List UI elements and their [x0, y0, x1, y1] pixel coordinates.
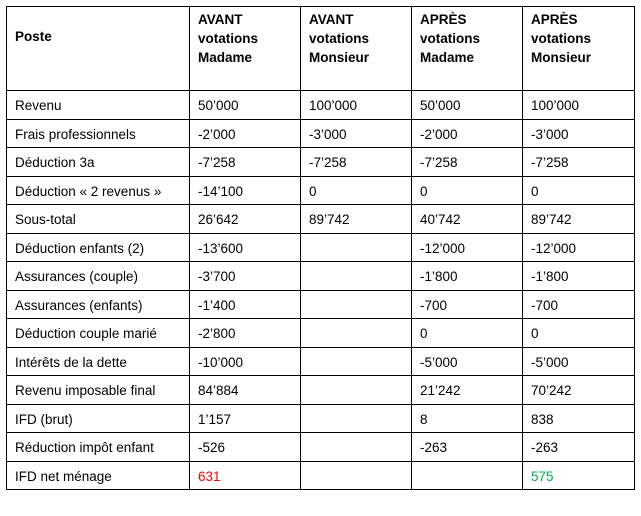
cell-apres-madame: 0	[412, 176, 523, 205]
row-label: Revenu imposable final	[7, 376, 190, 405]
cell-apres-monsieur: 100’000	[523, 91, 635, 120]
cell-apres-madame: 8	[412, 404, 523, 433]
row-label: Assurances (enfants)	[7, 290, 190, 319]
cell-avant-monsieur	[301, 233, 412, 262]
cell-avant-madame: -7’258	[190, 148, 301, 177]
cell-apres-madame	[412, 461, 523, 490]
table-row	[7, 347, 635, 376]
tax-comparison-table-container	[6, 6, 635, 490]
cell-avant-monsieur	[301, 290, 412, 319]
cell-avant-monsieur: -3’000	[301, 119, 412, 148]
cell-avant-madame: -1’400	[190, 290, 301, 319]
header-apres-madame	[412, 7, 523, 91]
table-row	[7, 176, 635, 205]
row-label: Déduction « 2 revenus »	[7, 176, 190, 205]
table-row	[7, 91, 635, 120]
cell-apres-madame: -263	[412, 433, 523, 462]
cell-avant-monsieur	[301, 433, 412, 462]
cell-apres-monsieur: -263	[523, 433, 635, 462]
cell-apres-monsieur: -5’000	[523, 347, 635, 376]
cell-apres-monsieur: 838	[523, 404, 635, 433]
cell-avant-madame-total: 631	[190, 461, 301, 490]
header-line: votations	[420, 31, 481, 46]
cell-apres-madame: -5’000	[412, 347, 523, 376]
cell-avant-monsieur	[301, 262, 412, 291]
row-label: IFD (brut)	[7, 404, 190, 433]
row-label: Déduction 3a	[7, 148, 190, 177]
cell-apres-madame: -2’000	[412, 119, 523, 148]
cell-avant-madame: 50’000	[190, 91, 301, 120]
cell-apres-madame: -1’800	[412, 262, 523, 291]
cell-apres-madame: 40’742	[412, 205, 523, 234]
header-line: Monsieur	[309, 50, 370, 65]
cell-apres-madame: -12’000	[412, 233, 523, 262]
cell-avant-madame: 84’884	[190, 376, 301, 405]
cell-apres-madame: -7’258	[412, 148, 523, 177]
tax-comparison-table	[6, 6, 635, 490]
row-label: Revenu	[7, 91, 190, 120]
cell-avant-monsieur	[301, 376, 412, 405]
cell-apres-monsieur: -12’000	[523, 233, 635, 262]
table-row	[7, 319, 635, 348]
table-row	[7, 205, 635, 234]
row-label: Réduction impôt enfant	[7, 433, 190, 462]
cell-apres-monsieur: -7’258	[523, 148, 635, 177]
table-row	[7, 376, 635, 405]
cell-avant-monsieur: 100’000	[301, 91, 412, 120]
header-avant-madame	[190, 7, 301, 91]
cell-avant-monsieur: 0	[301, 176, 412, 205]
header-line: APRÈS	[420, 12, 467, 27]
header-line: AVANT	[309, 12, 354, 27]
row-label: Intérêts de la dette	[7, 347, 190, 376]
row-label: IFD net ménage	[7, 461, 190, 490]
cell-avant-madame: -13’600	[190, 233, 301, 262]
cell-avant-monsieur	[301, 319, 412, 348]
cell-apres-monsieur: 89’742	[523, 205, 635, 234]
header-line: AVANT	[198, 12, 243, 27]
table-header-row	[7, 7, 635, 91]
cell-avant-madame: -2’800	[190, 319, 301, 348]
cell-avant-madame: 1’157	[190, 404, 301, 433]
table-row	[7, 148, 635, 177]
cell-apres-madame: 50’000	[412, 91, 523, 120]
cell-apres-madame: 21’242	[412, 376, 523, 405]
table-row	[7, 233, 635, 262]
header-line: Madame	[198, 50, 253, 65]
table-row-total	[7, 461, 635, 490]
cell-apres-monsieur: -3’000	[523, 119, 635, 148]
cell-avant-madame: -14’100	[190, 176, 301, 205]
cell-apres-monsieur: 70’242	[523, 376, 635, 405]
cell-apres-monsieur: 0	[523, 319, 635, 348]
header-line: votations	[531, 31, 592, 46]
cell-apres-madame: -700	[412, 290, 523, 319]
cell-apres-monsieur: -700	[523, 290, 635, 319]
cell-avant-monsieur: 89’742	[301, 205, 412, 234]
cell-avant-monsieur	[301, 347, 412, 376]
header-line: votations	[198, 31, 259, 46]
cell-apres-monsieur-total: 575	[523, 461, 635, 490]
header-apres-monsieur	[523, 7, 635, 91]
cell-apres-madame: 0	[412, 319, 523, 348]
header-line: Monsieur	[531, 50, 592, 65]
cell-avant-madame: -526	[190, 433, 301, 462]
cell-avant-madame: -2’000	[190, 119, 301, 148]
cell-apres-monsieur: -1’800	[523, 262, 635, 291]
table-row	[7, 119, 635, 148]
header-line: Madame	[420, 50, 475, 65]
row-label: Déduction couple marié	[7, 319, 190, 348]
header-poste: Poste	[7, 7, 190, 91]
cell-apres-monsieur: 0	[523, 176, 635, 205]
table-row	[7, 262, 635, 291]
table-row	[7, 290, 635, 319]
row-label: Frais professionnels	[7, 119, 190, 148]
cell-avant-madame: 26’642	[190, 205, 301, 234]
cell-avant-monsieur	[301, 404, 412, 433]
table-row	[7, 433, 635, 462]
header-line: votations	[309, 31, 370, 46]
cell-avant-monsieur: -7’258	[301, 148, 412, 177]
row-label: Sous-total	[7, 205, 190, 234]
header-line: APRÈS	[531, 12, 578, 27]
cell-avant-monsieur	[301, 461, 412, 490]
row-label: Assurances (couple)	[7, 262, 190, 291]
row-label: Déduction enfants (2)	[7, 233, 190, 262]
header-avant-monsieur	[301, 7, 412, 91]
table-row	[7, 404, 635, 433]
cell-avant-madame: -10’000	[190, 347, 301, 376]
cell-avant-madame: -3’700	[190, 262, 301, 291]
